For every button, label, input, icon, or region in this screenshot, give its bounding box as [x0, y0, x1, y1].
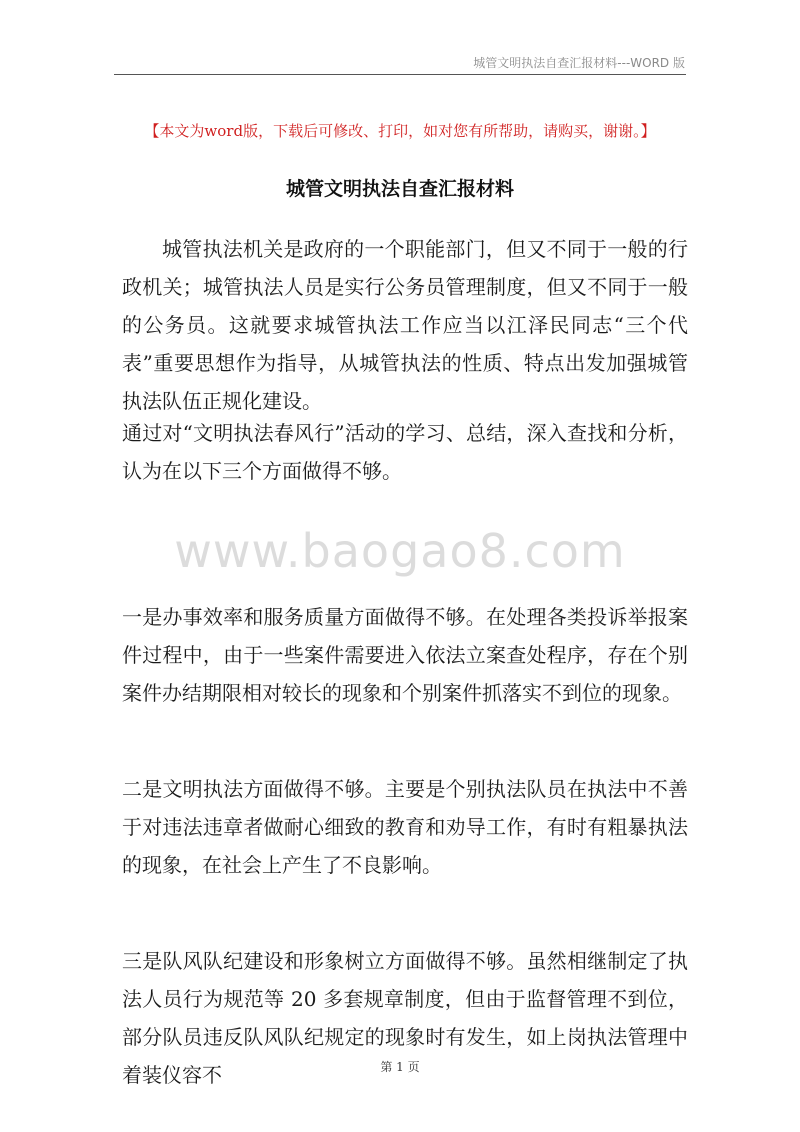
header-divider — [114, 74, 686, 75]
purchase-notice: 【本文为word版，下载后可修改、打印，如对您有所帮助，请购买，谢谢。】 — [144, 122, 656, 140]
watermark: www.baogao8.com — [174, 524, 626, 578]
paragraph-summary: 通过对“文明执法春风行”活动的学习、总结，深入查找和分析，认为在以下三个方面做得不够。 — [122, 421, 688, 483]
paragraph-point-two: 二是文明执法方面做得不够。主要是个别执法队员在执法中不善于对违法违章者做耐心细致的教育和劝导工作，有时有粗暴执法的现象，在社会上产生了不良影响。 — [122, 777, 688, 877]
paragraph-intro: 城管执法机关是政府的一个职能部门，但又不同于一般的行政机关；城管执法人员是实行公务员管理制度，但又不同于一般的公务员。这就要求城管执法工作应当以江泽民同志“三个代表”重要思想作为指导，从城管执法的性质、特点出发加强城管执法队伍正规化建设。 — [122, 237, 688, 413]
document-title: 城管文明执法自查汇报材料 — [285, 178, 514, 200]
paragraph-point-three: 三是队风队纪建设和形象树立方面做得不够。虽然相继制定了执法人员行为规范等 20 多套规章制度，但由于监督管理不到位，部分队员违反队风队纪规定的现象时有发生，如上岗执法管理中着装仪容不 — [122, 949, 688, 1087]
paragraph-point-one: 一是办事效率和服务质量方面做得不够。在处理各类投诉举报案件过程中，由于一些案件需要进入依法立案查处程序，存在个别案件办结期限相对较长的现象和个别案件抓落实不到位的现象。 — [122, 605, 688, 705]
running-header: 城管文明执法自查汇报材料---WORD 版 — [473, 56, 685, 70]
page-number: 第 1 页 — [380, 1060, 420, 1074]
